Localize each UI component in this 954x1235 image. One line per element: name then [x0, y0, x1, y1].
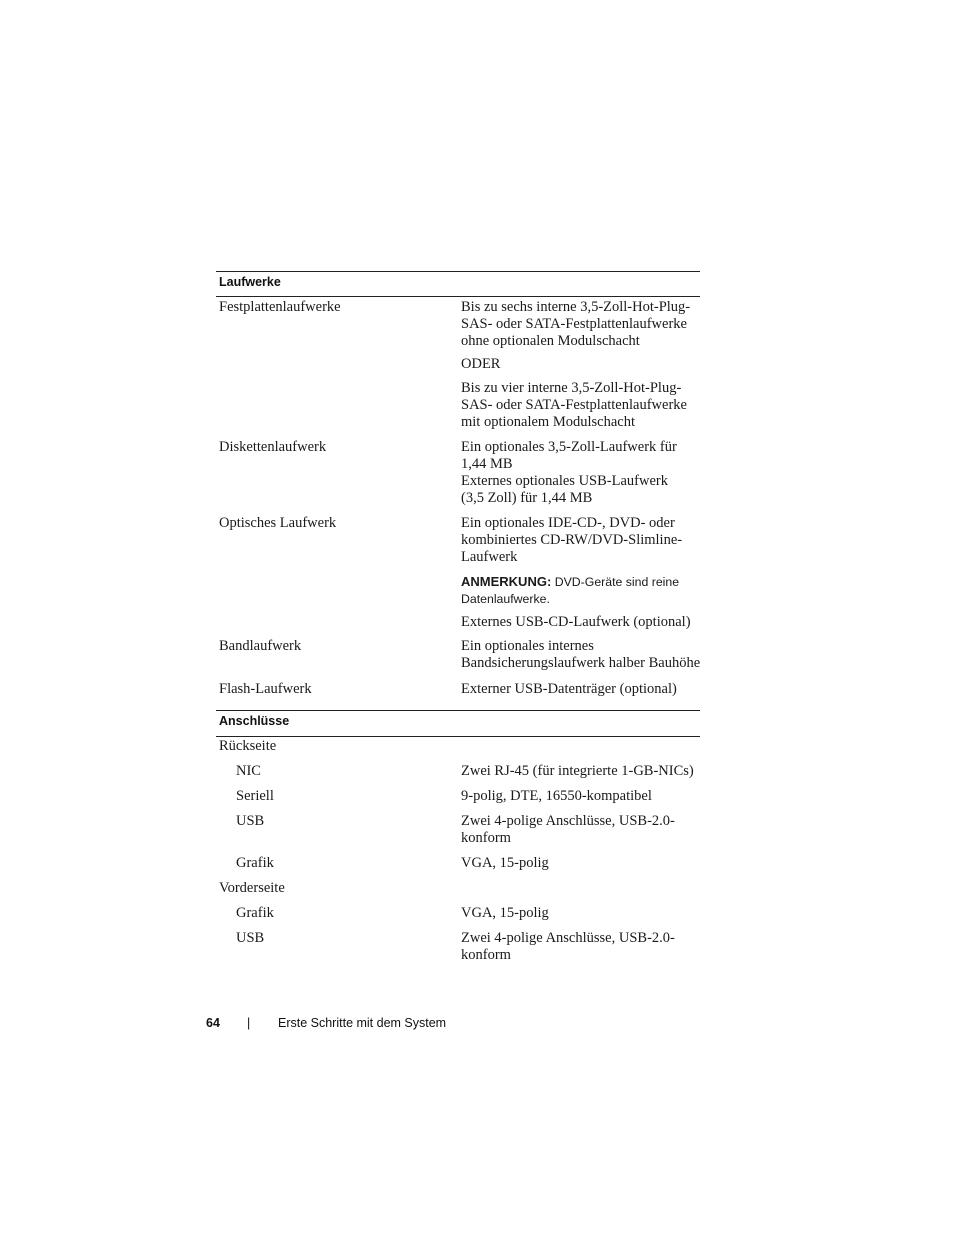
value-line: Externes USB-CD-Laufwerk (optional) [461, 614, 691, 630]
row-value-oder [461, 356, 701, 373]
row-label-seriell: Seriell [236, 788, 274, 804]
row-label-flash: Flash-Laufwerk [219, 681, 312, 697]
value-line: konform [461, 830, 511, 846]
row-label-band: Bandlaufwerk [219, 638, 302, 654]
row-value-festplatten-alt [461, 380, 701, 431]
row-label-grafik-front: Grafik [236, 905, 274, 921]
subheading-vorderseite: Vorderseite [219, 880, 285, 896]
row-label-usb-rear: USB [236, 813, 265, 829]
section-heading-rule [216, 736, 700, 737]
note-text: Datenlaufwerke. [461, 592, 550, 606]
value-line: mit optionalem Modulschacht [461, 414, 635, 430]
row-value-usb-front [461, 930, 701, 964]
value-line: Ein optionales 3,5-Zoll-Laufwerk für [461, 439, 677, 455]
value-line: SAS- oder SATA-Festplattenlaufwerke [461, 316, 687, 332]
section-heading-laufwerke: Laufwerke [219, 275, 281, 289]
value-line: Externes optionales USB-Laufwerk [461, 473, 668, 489]
row-label-optisch: Optisches Laufwerk [219, 515, 337, 531]
value-line: Externer USB-Datenträger (optional) [461, 681, 677, 697]
row-value-usb-rear [461, 813, 701, 847]
row-value-flash [461, 681, 701, 698]
value-line: Bandsicherungslaufwerk halber Bauhöhe [461, 655, 701, 671]
value-line: ohne optionalen Modulschacht [461, 333, 640, 349]
value-line: Zwei RJ-45 (für integrierte 1-GB-NICs) [461, 763, 694, 779]
section-heading-rule [216, 296, 700, 297]
row-label-nic: NIC [236, 763, 261, 779]
section-top-rule [216, 710, 700, 711]
note-dvd [461, 573, 701, 608]
value-line: kombiniertes CD-RW/DVD-Slimline- [461, 532, 683, 548]
note-keyword: ANMERKUNG: [461, 574, 552, 589]
row-value-seriell [461, 788, 701, 805]
value-line: 1,44 MB [461, 456, 513, 472]
value-line: Zwei 4-polige Anschlüsse, USB-2.0- [461, 930, 675, 946]
note-text: DVD-Geräte sind reine [554, 575, 680, 589]
row-value-optisch [461, 515, 701, 566]
row-label-festplatten: Festplattenlaufwerke [219, 299, 341, 315]
value-line: Ein optionales internes [461, 638, 594, 654]
page-number: 64 [206, 1016, 220, 1030]
footer-chapter-title: Erste Schritte mit dem System [278, 1016, 447, 1030]
row-value-nic [461, 763, 701, 780]
value-line: VGA, 15-polig [461, 855, 549, 871]
subheading-rueckseite: Rückseite [219, 738, 277, 754]
footer-separator: | [247, 1016, 251, 1030]
table-top-rule [216, 271, 700, 272]
row-value-usb-cd [461, 614, 701, 631]
row-value-diskette [461, 439, 701, 507]
value-line: Laufwerk [461, 549, 518, 565]
value-line: ODER [461, 356, 501, 372]
row-value-festplatten [461, 299, 701, 350]
row-value-band [461, 638, 701, 672]
section-heading-anschluesse: Anschlüsse [219, 714, 290, 728]
value-line: Bis zu vier interne 3,5-Zoll-Hot-Plug- [461, 380, 682, 396]
row-label-grafik-rear: Grafik [236, 855, 274, 871]
value-line: Zwei 4-polige Anschlüsse, USB-2.0- [461, 813, 675, 829]
row-value-grafik-front [461, 905, 701, 922]
value-line: Bis zu sechs interne 3,5-Zoll-Hot-Plug- [461, 299, 691, 315]
row-label-diskette: Diskettenlaufwerk [219, 439, 327, 455]
value-line: SAS- oder SATA-Festplattenlaufwerke [461, 397, 687, 413]
value-line: 9-polig, DTE, 16550-kompatibel [461, 788, 652, 804]
row-label-usb-front: USB [236, 930, 265, 946]
value-line: (3,5 Zoll) für 1,44 MB [461, 490, 593, 506]
value-line: Ein optionales IDE-CD-, DVD- oder [461, 515, 675, 531]
value-line: VGA, 15-polig [461, 905, 549, 921]
value-line: konform [461, 947, 511, 963]
row-value-grafik-rear [461, 855, 701, 872]
